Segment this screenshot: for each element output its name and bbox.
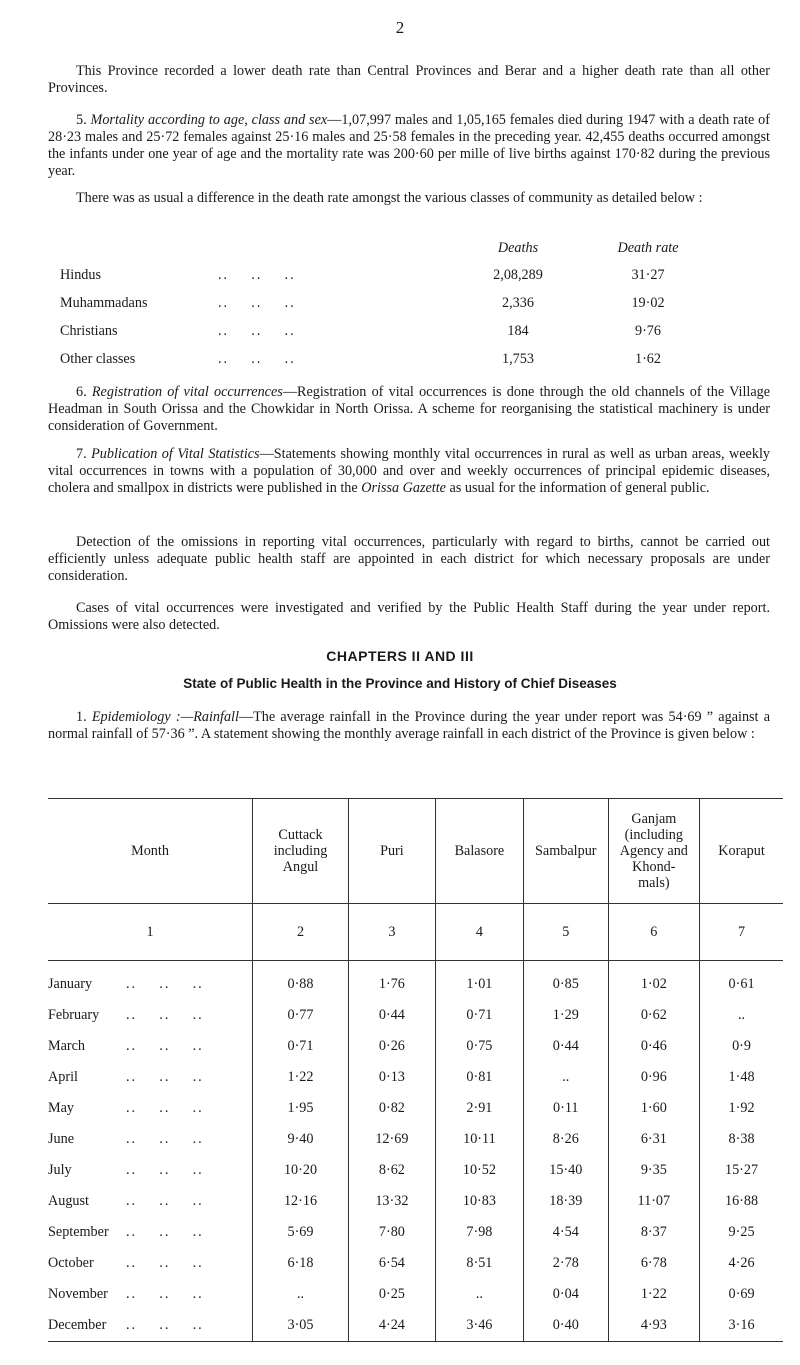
rainfall-value-cell: 8·62 [348,1155,435,1186]
rainfall-value-cell: 2·91 [435,1093,523,1124]
para7-text-a: —Statements showing monthly vital occurrences in rural as well as urban areas, weekly vital occurrences in towns with a population of 30,000 and over and weekly occurrences of principal epidemic diseases, cholera and smallpox in districts were published in the [48,446,770,496]
rainfall-row [48,1000,783,1031]
month-cell [48,1062,253,1093]
community-name: Other classes [60,351,136,367]
rainfall-row [48,961,783,1001]
rainfall-value-cell: 0·25 [348,1279,435,1310]
leader-dots: .. .. .. [126,1193,204,1209]
rainfall-value-cell: 0·85 [524,961,609,1001]
leader-dots: .. .. .. [126,1038,204,1054]
para1-number: 1. [76,709,87,725]
para6-number: 6. [76,384,87,400]
leader-dots: .. .. .. [218,323,296,339]
rainfall-value-cell: 0·75 [435,1031,523,1062]
koraput-column-header: Koraput [700,799,783,904]
month-column-header: Month [48,799,253,904]
para7-number: 7. [76,446,87,462]
rainfall-value-cell: 1·95 [253,1093,349,1124]
rainfall-value-cell: 0·77 [253,1000,349,1031]
rainfall-value-cell: 9·25 [700,1217,783,1248]
community-deaths: 2,08,289 [493,267,543,283]
month-name: June [48,1131,75,1147]
community-deaths: 1,753 [502,351,534,367]
rainfall-value-cell: 0·44 [348,1000,435,1031]
column-number: 4 [435,904,523,961]
orissa-gazette-title: Orissa Gazette [361,480,446,496]
rainfall-value-cell: 0·9 [700,1031,783,1062]
rainfall-value-cell: 15·40 [524,1155,609,1186]
para5-title: Mortality according to age, class and sex [90,112,328,128]
month-cell [48,961,253,1001]
rainfall-value-cell: 0·62 [608,1000,700,1031]
month-name: April [48,1069,78,1085]
column-number: 1 [48,904,253,961]
rainfall-row [48,1031,783,1062]
month-cell [48,1279,253,1310]
rainfall-value-cell: .. [524,1062,609,1093]
rainfall-paragraph [48,709,770,743]
cuttack-column-header: Cuttack including Angul [253,799,349,904]
month-name: March [48,1038,86,1054]
rainfall-value-cell: 10·52 [435,1155,523,1186]
community-deaths: 184 [507,323,529,339]
community-rate: 19·02 [631,295,665,311]
month-cell [48,1124,253,1155]
rainfall-value-cell: 0·13 [348,1062,435,1093]
rainfall-value-cell: 12·69 [348,1124,435,1155]
rainfall-value-cell: 0·69 [700,1279,783,1310]
rainfall-value-cell: 0·04 [524,1279,609,1310]
community-row [48,295,770,315]
rainfall-value-cell: 15·27 [700,1155,783,1186]
community-rate: 1·62 [634,351,661,367]
rainfall-value-cell: 3·16 [700,1310,783,1342]
rainfall-value-cell: 9·35 [608,1155,700,1186]
rainfall-value-cell: 4·24 [348,1310,435,1342]
rainfall-value-cell: 1·60 [608,1093,700,1124]
community-rate: 9·76 [634,323,661,339]
rainfall-value-cell: 0·40 [524,1310,609,1342]
column-number: 3 [348,904,435,961]
rainfall-value-cell: 0·26 [348,1031,435,1062]
rainfall-value-cell: 3·46 [435,1310,523,1342]
rainfall-value-cell: 16·88 [700,1186,783,1217]
rainfall-value-cell: 0·11 [524,1093,609,1124]
rainfall-value-cell: 8·38 [700,1124,783,1155]
para1-title: Epidemiology :—Rainfall [91,709,239,725]
rainfall-row [48,1186,783,1217]
rainfall-value-cell: 0·96 [608,1062,700,1093]
rainfall-value-cell: 12·16 [253,1186,349,1217]
rainfall-value-cell: 1·02 [608,961,700,1001]
section-heading: State of Public Health in the Province and History of Chief Diseases [183,676,617,691]
deaths-header: Deaths [497,240,539,256]
rainfall-value-cell: 0·88 [253,961,349,1001]
publication-paragraph [48,446,770,497]
rainfall-row [48,1310,783,1342]
month-cell [48,1155,253,1186]
month-name: August [48,1193,89,1209]
leader-dots: .. .. .. [126,976,204,992]
sambalpur-column-header: Sambalpur [524,799,609,904]
rainfall-row [48,1248,783,1279]
rainfall-value-cell: 1·29 [524,1000,609,1031]
intro-paragraph: This Province recorded a lower death rate than Central Provinces and Berar and a higher death rate than all other Provinces. [48,63,770,96]
month-name: May [48,1100,75,1116]
detection-paragraph: Detection of the omissions in reporting vital occurrences, particularly with regard to births, cannot be carried out efficiently unless adequate public health staff are appointed in each district for which necessary proposals are under consideration. [48,534,770,584]
month-cell [48,1093,253,1124]
rainfall-value-cell: 0·46 [608,1031,700,1062]
rainfall-value-cell: 4·93 [608,1310,700,1342]
column-number: 6 [608,904,700,961]
rainfall-value-cell: 0·71 [435,1000,523,1031]
community-row [48,323,770,343]
rainfall-value-cell: 6·31 [608,1124,700,1155]
rainfall-value-cell: 6·18 [253,1248,349,1279]
rainfall-value-cell: 8·51 [435,1248,523,1279]
month-cell [48,1186,253,1217]
para7-title: Publication of Vital Statistics [91,446,260,462]
community-name: Hindus [60,267,101,283]
rainfall-row [48,1093,783,1124]
community-row [48,351,770,371]
month-cell [48,1248,253,1279]
rainfall-value-cell: 6·78 [608,1248,700,1279]
rainfall-value-cell: 1·22 [608,1279,700,1310]
registration-paragraph [48,384,770,435]
leader-dots: .. .. .. [218,267,296,283]
rainfall-value-cell: 13·32 [348,1186,435,1217]
para7-text-b: as usual for the information of general public. [445,480,710,496]
rainfall-row [48,1279,783,1310]
rainfall-value-cell: 1·92 [700,1093,783,1124]
month-name: October [48,1255,94,1271]
community-rate: 31·27 [631,267,665,283]
mortality-paragraph [48,112,770,180]
rainfall-value-cell: 18·39 [524,1186,609,1217]
rainfall-value-cell: 7·80 [348,1217,435,1248]
month-name: January [48,976,93,992]
death-rate-header: Death rate [617,240,679,256]
rainfall-value-cell: 8·37 [608,1217,700,1248]
para1-text: —The average rainfall in the Province during the year under report was 54·69 ” against a normal rainfall of 57·36 ”. A statement showing the monthly average rainfall in each district of the Province is given below : [48,709,770,742]
rainfall-row [48,1062,783,1093]
rainfall-value-cell: .. [700,1000,783,1031]
leader-dots: .. .. .. [126,1224,204,1240]
rainfall-row [48,1217,783,1248]
rainfall-value-cell: 2·78 [524,1248,609,1279]
class-intro-paragraph: There was as usual a difference in the death rate amongst the various classes of community as detailed below : [76,190,703,206]
rainfall-value-cell: .. [435,1279,523,1310]
rainfall-value-cell: 5·69 [253,1217,349,1248]
leader-dots: .. .. .. [126,1007,204,1023]
rainfall-value-cell: 1·01 [435,961,523,1001]
balasore-column-header: Balasore [435,799,523,904]
chapter-heading: CHAPTERS II AND III [326,648,474,664]
rainfall-value-cell: 9·40 [253,1124,349,1155]
community-name: Muhammadans [60,295,148,311]
month-name: November [48,1286,108,1302]
leader-dots: .. .. .. [126,1286,204,1302]
rainfall-value-cell: 10·11 [435,1124,523,1155]
rainfall-value-cell: 6·54 [348,1248,435,1279]
leader-dots: .. .. .. [126,1255,204,1271]
rainfall-value-cell: 4·54 [524,1217,609,1248]
rainfall-value-cell: 0·44 [524,1031,609,1062]
rainfall-value-cell: 0·71 [253,1031,349,1062]
rainfall-value-cell: 10·83 [435,1186,523,1217]
para6-title: Registration of vital occurrences [91,384,283,400]
month-cell [48,1217,253,1248]
rainfall-value-cell: 1·76 [348,961,435,1001]
leader-dots: .. .. .. [218,351,296,367]
rainfall-value-cell: 0·82 [348,1093,435,1124]
month-name: July [48,1162,72,1178]
para5-number: 5. [76,112,87,128]
rainfall-value-cell: 1·22 [253,1062,349,1093]
community-row [48,267,770,287]
puri-column-header: Puri [348,799,435,904]
ganjam-column-header: Ganjam (including Agency and Khond-mals) [608,799,700,904]
month-name: February [48,1007,100,1023]
rainfall-value-cell: 4·26 [700,1248,783,1279]
community-table-header [48,240,770,260]
rainfall-row [48,1124,783,1155]
column-number: 7 [700,904,783,961]
rainfall-value-cell: 3·05 [253,1310,349,1342]
rainfall-table-body [48,961,783,1342]
leader-dots: .. .. .. [126,1069,204,1085]
community-name: Christians [60,323,118,339]
month-cell [48,1310,253,1342]
rainfall-value-cell: 7·98 [435,1217,523,1248]
rainfall-value-cell: 1·48 [700,1062,783,1093]
rainfall-value-cell: 11·07 [608,1186,700,1217]
leader-dots: .. .. .. [218,295,296,311]
cases-paragraph: Cases of vital occurrences were investigated and verified by the Public Health Staff during the year under report. Omissions were also detected. [48,600,770,633]
month-cell [48,1000,253,1031]
rainfall-row [48,1155,783,1186]
column-number: 2 [253,904,349,961]
rainfall-value-cell: 0·81 [435,1062,523,1093]
rainfall-value-cell: 8·26 [524,1124,609,1155]
page-number: 2 [395,18,405,37]
leader-dots: .. .. .. [126,1100,204,1116]
leader-dots: .. .. .. [126,1131,204,1147]
community-deaths: 2,336 [502,295,534,311]
rainfall-value-cell: .. [253,1279,349,1310]
para6-text: —Registration of vital occurrences is done through the old channels of the Village Headman in South Orissa and the Chowkidar in North Orissa. A scheme for reorganising the statistical machinery is under consideration of Government. [48,384,771,434]
month-name: December [48,1317,107,1333]
para5-text: —1,07,997 males and 1,05,165 females died during 1947 with a death rate of 28·23 males and 25·72 females against 25·16 males and 25·58 females in the preceding year. 42,455 deaths occurred amongst the infants under one year of age and the mortality rate was 200·60 per mille of live births against 170·82 during the previous year. [48,112,771,179]
leader-dots: .. .. .. [126,1162,204,1178]
leader-dots: .. .. .. [126,1317,204,1333]
rainfall-table [48,798,783,1342]
month-cell [48,1031,253,1062]
rainfall-value-cell: 10·20 [253,1155,349,1186]
month-name: September [48,1224,109,1240]
rainfall-value-cell: 0·61 [700,961,783,1001]
column-number: 5 [524,904,609,961]
